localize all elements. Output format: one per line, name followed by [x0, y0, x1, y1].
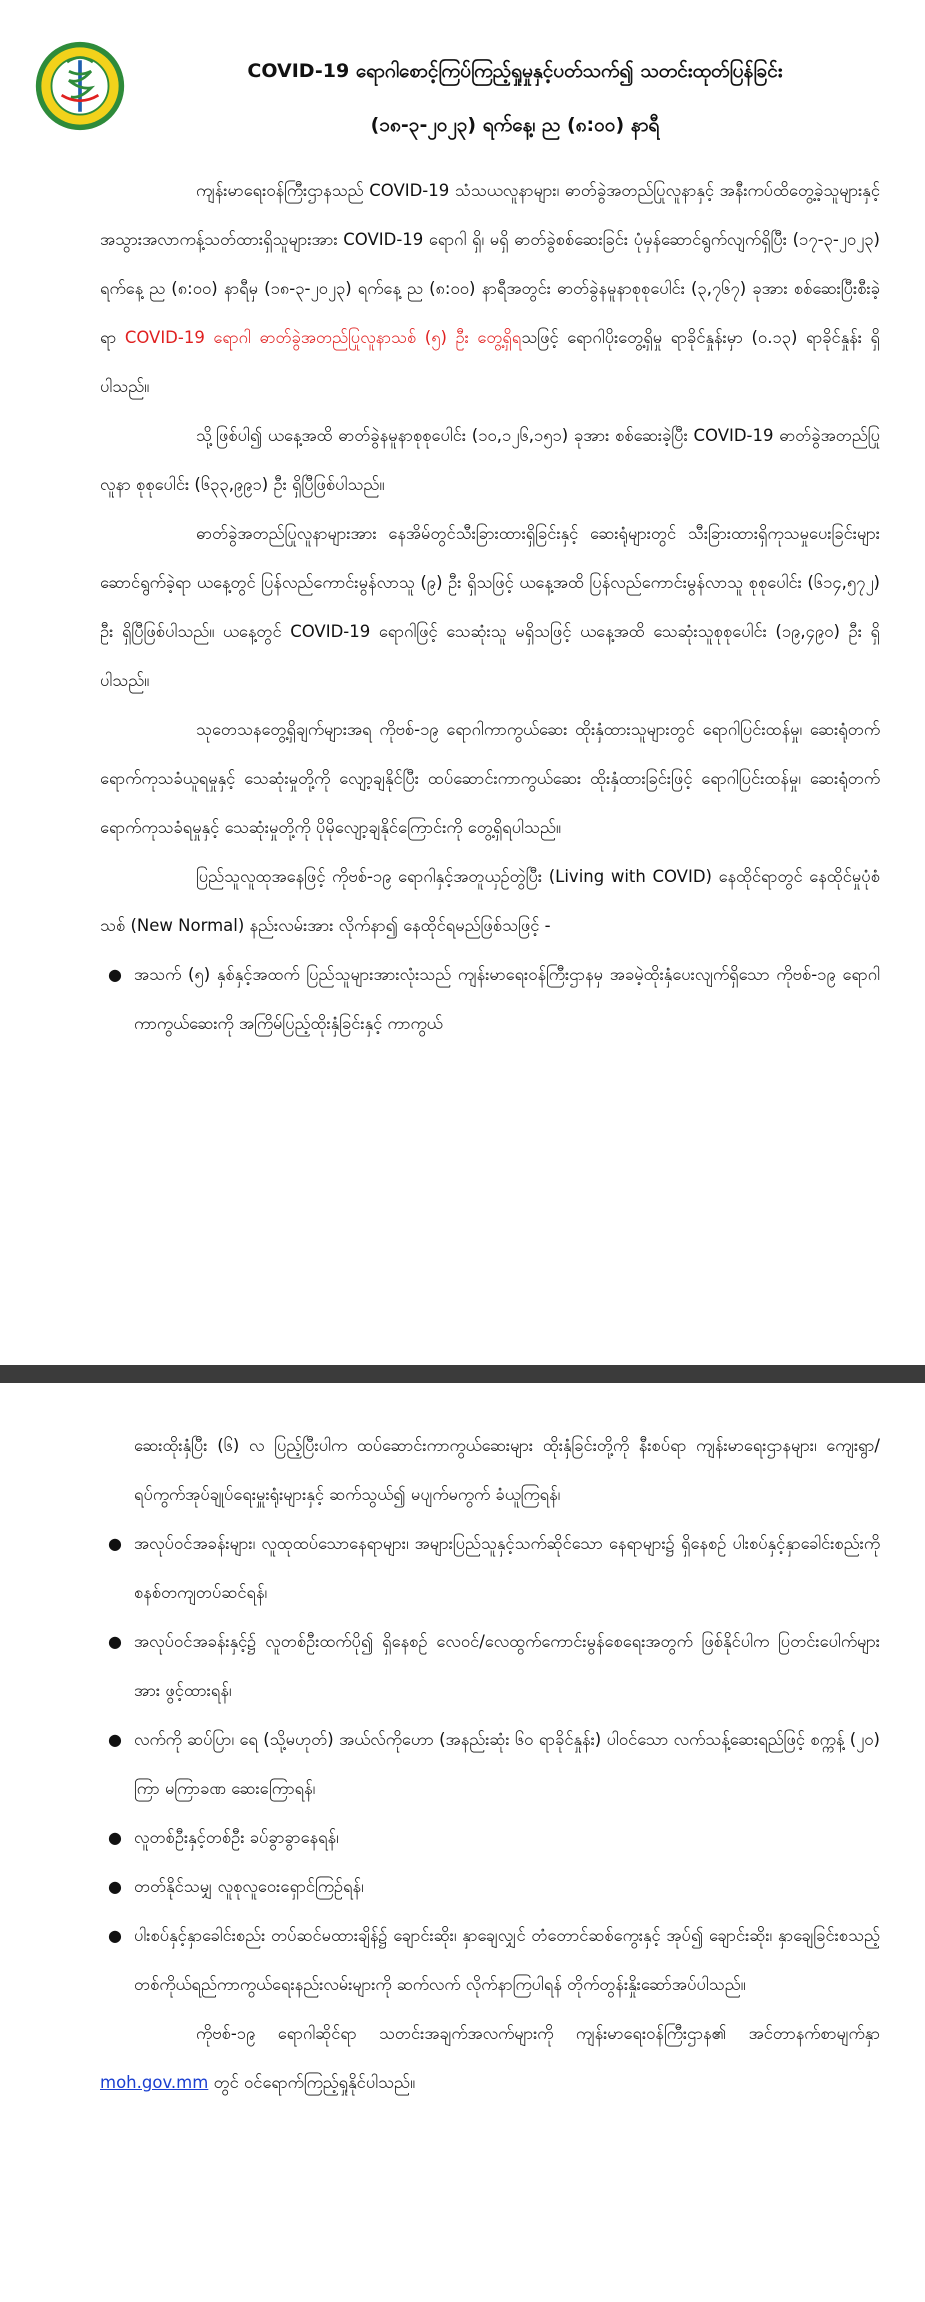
list-item: ● အလုပ်ဝင်အခန်းနှင့်၌ လူတစ်ဦးထက်ပို၍ ရှိနေစဉ် လေဝင်/လေထွက်ကောင်းမွန်စေရေးအတွက် ဖြစ်နိုင်ပါက ပြတင်းပေါက်များအား ဖွင့်ထားရန်၊ — [100, 1617, 880, 1715]
page-title — [150, 44, 880, 152]
body-text-page-1 — [100, 166, 880, 1048]
list-item: ● ပါးစပ်နှင့်နှာခေါင်းစည်း တပ်ဆင်မထားချိန်၌ ချောင်းဆိုး၊ နှာချေလျှင် တံတောင်ဆစ်ကွေးနှင့် အုပ်၍ ချောင်းဆိုး၊ နှာချေခြင်းစသည့် တစ်ကိုယ်ရည်ကာကွယ်ရေးနည်းလမ်းများကို ဆက်လက် လိုက်နာကြပါရန် တိုက်တွန်းနှိုးဆော်အပ်ပါသည်။ — [100, 1911, 880, 2009]
bullet-dot-icon: ● — [108, 1632, 122, 1651]
paragraph-research: သုတေသနတွေ့ရှိချက်များအရ ကိုဗစ်-၁၉ ရောဂါကာကွယ်ဆေး ထိုးနှံထားသူများတွင် ရောဂါပြင်းထန်မှု၊ ဆေးရုံတက်ရောက်ကုသခံယူရမှုနှင့် သေဆုံးမှုတို့ကို လျော့ချနိုင်ပြီး ထပ်ဆောင်းကာကွယ်ဆေး ထိုးနှံထားခြင်းဖြင့် ရောဂါပြင်းထန်မှု၊ ဆေးရုံတက်ရောက်ကုသခံရမှုနှင့် သေဆုံးမှုတို့ကို ပိုမိုလျော့ချနိုင်ကြောင်းကို တွေ့ရှိရပါသည်။ — [100, 720, 880, 837]
guideline-list-page-2 — [100, 1519, 880, 2009]
bullet-dot-icon: ● — [108, 1926, 122, 1945]
list-item: ● အလုပ်ဝင်အခန်းများ၊ လူထုထပ်သောနေရာများ၊ အများပြည်သူနှင့်သက်ဆိုင်သော နေရာများ၌ ရှိနေစဉ် ပါးစပ်နှင့်နှာခေါင်းစည်းကို စနစ်တကျတပ်ဆင်ရန်၊ — [100, 1519, 880, 1617]
new-cases-highlight: COVID-19 ရောဂါ ဓာတ်ခွဲအတည်ပြုလူနာသစ် (၅) ဦး တွေ့ရှိရ — [124, 328, 522, 347]
title-line-1: COVID-19 ရောဂါစောင့်ကြပ်ကြည့်ရှုမှုနှင့်ပတ်သက်၍ သတင်းထုတ်ပြန်ခြင်း — [247, 60, 783, 82]
guideline-list-page-1 — [100, 950, 880, 1048]
paragraph-new-normal: ပြည်သူလူထုအနေဖြင့် ကိုဗစ်-၁၉ ရောဂါနှင့်အတူယှဉ်တွဲပြီး (Living with COVID) နေထိုင်ရာတွင် နေထိုင်မှုပုံစံသစ် (New Normal) နည်းလမ်းအား လိုက်နာ၍ နေထိုင်ရမည်ဖြစ်သဖြင့် - — [100, 867, 880, 935]
document-page-2 — [0, 1383, 925, 2302]
paragraph-tests: ကျန်းမာရေးဝန်ကြီးဌာနသည် COVID-19 သံသယလူနာများ၊ ဓာတ်ခွဲအတည်ပြုလူနာနှင့် အနီးကပ်ထိတွေ့ခဲ့သူများနှင့် အသွားအလာကန့်သတ်ထားရှိသူများအား COVID-19 ရောဂါ ရှိ၊ မရှိ ဓာတ်ခွဲစစ်ဆေးခြင်း ပုံမှန်ဆောင်ရွက်လျက်ရှိပြီး (၁၇-၃-၂၀၂၃) ရက်နေ့ ည (၈:၀၀) နာရီမှ (၁၈-၃-၂၀၂၃) ရက်နေ့ ည (၈:၀၀) နာရီအတွင်း ဓာတ်ခွဲနမူနာစုစုပေါင်း (၃,၇၆၇) ခုအား စစ်ဆေးပြီးစီးခဲ့ရာ COVID-19 ရောဂါ ဓာတ်ခွဲအတည်ပြုလူနာသစ် (၅) ဦး တွေ့ရှိရသဖြင့် ရောဂါပိုးတွေ့ရှိမှု ရာခိုင်နှုန်းမှာ (၀.၁၃) ရာခိုင်နှုန်း ရှိပါသည်။ — [100, 181, 880, 396]
bullet-dot-icon: ● — [108, 1730, 122, 1749]
body-text-page-2 — [100, 1421, 880, 2107]
list-item: ● လက်ကို ဆပ်ပြာ၊ ရေ (သို့မဟုတ်) အယ်လ်ကိုဟော (အနည်းဆုံး ၆၀ ရာခိုင်နှုန်း) ပါဝင်သော လက်သန့်ဆေးရည်ဖြင့် စက္ကန့် (၂၀) ကြာ မကြာခဏ ဆေးကြောရန်၊ — [100, 1715, 880, 1813]
bullet-continuation: ဆေးထိုးနှံပြီး (၆) လ ပြည့်ပြီးပါက ထပ်ဆောင်းကာကွယ်ဆေးများ ထိုးနှံခြင်းတို့ကို နီးစပ်ရာ ကျန်းမာရေးဌာနများ၊ ကျေးရွာ/ရပ်ကွက်အုပ်ချုပ်ရေးမှူးရုံးများနှင့် ဆက်သွယ်၍ မပျက်မကွက် ခံယူကြရန်၊ — [134, 1436, 880, 1504]
bullet-dot-icon: ● — [108, 1534, 122, 1553]
list-item: ● လူတစ်ဦးနှင့်တစ်ဦး ခပ်ခွာခွာနေရန်၊ — [100, 1813, 880, 1862]
list-item: ● တတ်နိုင်သမျှ လူစုလူဝေးရှောင်ကြဉ်ရန်၊ — [100, 1862, 880, 1911]
paragraph-totals: သို့ဖြစ်ပါ၍ ယနေ့အထိ ဓာတ်ခွဲနမူနာစုစုပေါင်း (၁၀,၁၂၆,၁၅၁) ခုအား စစ်ဆေးခဲ့ပြီး COVID-19 ဓာတ်ခွဲအတည်ပြုလူနာ စုစုပေါင်း (၆၃၃,၉၉၁) ဦး ရှိပြီဖြစ်ပါသည်။ — [100, 426, 880, 494]
bullet-dot-icon: ● — [108, 1828, 122, 1847]
bullet-dot-icon: ● — [108, 965, 122, 984]
bullet-dot-icon: ● — [108, 1877, 122, 1896]
ministry-website-link[interactable]: moh.gov.mm — [100, 2073, 209, 2092]
ministry-of-health-logo — [34, 40, 126, 132]
paragraph-website: ကိုဗစ်-၁၉ ရောဂါဆိုင်ရာ သတင်းအချက်အလက်များကို ကျန်းမာရေးဝန်ကြီးဌာန၏ အင်တာနက်စာမျက်နှာ moh.gov.mm တွင် ဝင်ရောက်ကြည့်ရှုနိုင်ပါသည်။ — [100, 2024, 880, 2092]
title-line-2: (၁၈-၃-၂၀၂၃) ရက်နေ့၊ ည (၈:၀၀) နာရီ — [370, 114, 660, 136]
paragraph-recoveries: ဓာတ်ခွဲအတည်ပြုလူနာများအား နေအိမ်တွင်သီးခြားထားရှိခြင်းနှင့် ဆေးရုံများတွင် သီးခြားထားရှိကုသမှုပေးခြင်းများ ဆောင်ရွက်ခဲ့ရာ ယနေ့တွင် ပြန်လည်ကောင်းမွန်လာသူ (၉) ဦး ရှိသဖြင့် ယနေ့အထိ ပြန်လည်ကောင်းမွန်လာသူ စုစုပေါင်း (၆၁၄,၅၇၂) ဦး ရှိပြီဖြစ်ပါသည်။ ယနေ့တွင် COVID-19 ရောဂါဖြင့် သေဆုံးသူ မရှိသဖြင့် ယနေ့အထိ သေဆုံးသူစုစုပေါင်း (၁၉,၄၉၀) ဦး ရှိပါသည်။ — [100, 524, 880, 690]
list-item: ● အသက် (၅) နှစ်နှင့်အထက် ပြည်သူများအားလုံးသည် ကျန်းမာရေးဝန်ကြီးဌာနမှ အခမဲ့ထိုးနှံပေးလျက်ရှိသော ကိုဗစ်-၁၉ ရောဂါ ကာကွယ်ဆေးကို အကြိမ်ပြည့်ထိုးနှံခြင်းနှင့် ကာကွယ် — [100, 950, 880, 1048]
page-divider — [0, 1365, 925, 1383]
